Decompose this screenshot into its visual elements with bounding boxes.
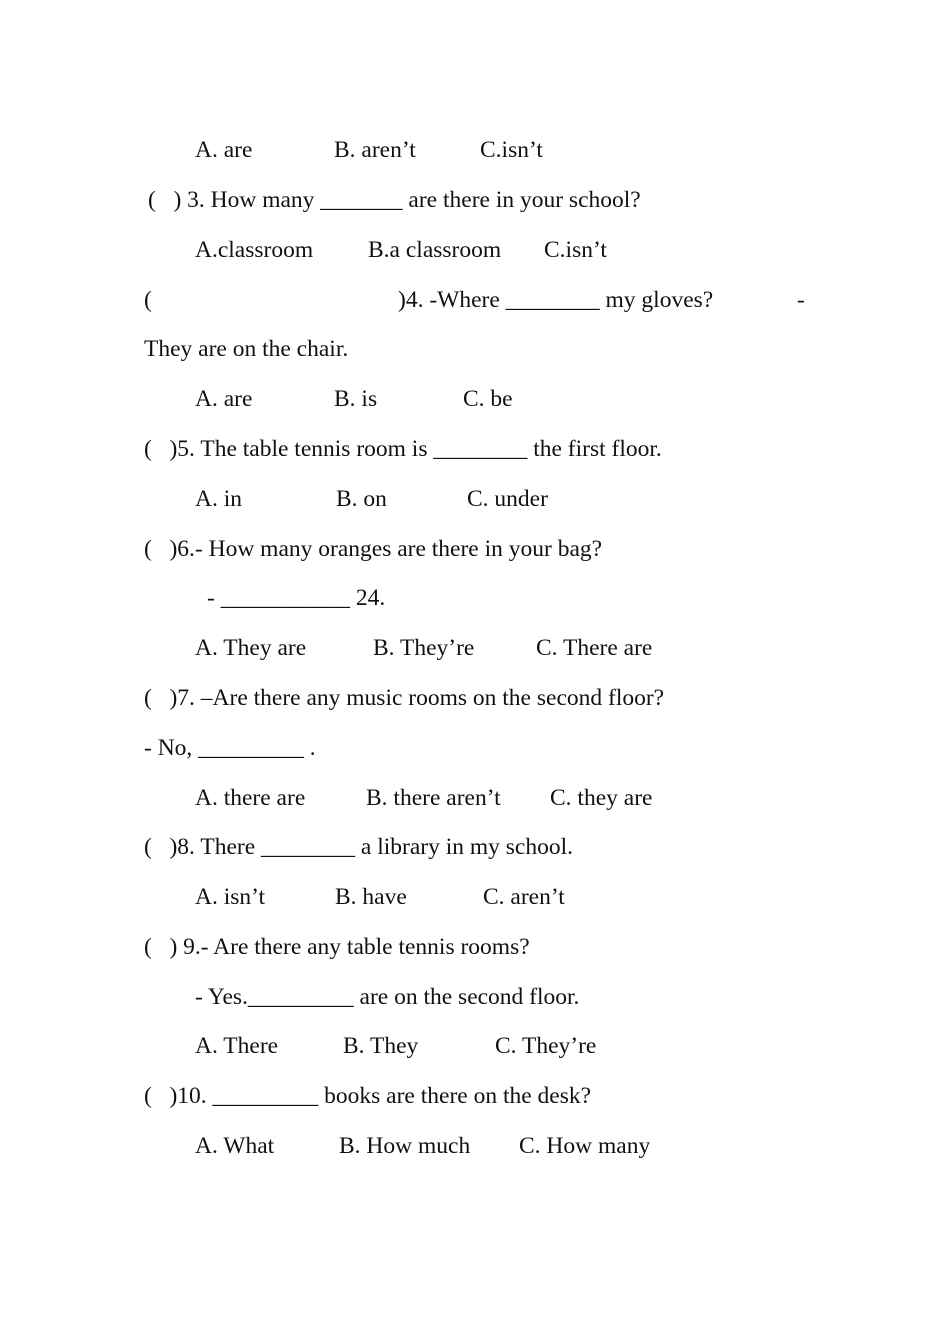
q5-option-a: A. in (195, 486, 242, 512)
q6-stem: ( )6.- How many oranges are there in your bag? (144, 536, 603, 562)
q9-stem: ( ) 9.- Are there any table tennis rooms? (144, 934, 530, 960)
q6-option-c: C. There are (536, 635, 653, 661)
q4-paren-open: ( (144, 287, 152, 313)
q10-option-c: C. How many (519, 1133, 651, 1159)
q2-option-a: A. are (195, 137, 253, 163)
q10-option-a: A. What (195, 1133, 275, 1159)
q4-answer-line: They are on the chair. (144, 336, 349, 362)
q9-option-c: C. They’re (495, 1033, 597, 1059)
q4-option-a: A. are (195, 386, 253, 412)
q6-option-a: A. They are (195, 635, 307, 661)
q4-stem: )4. -Where ________ my gloves? (398, 287, 714, 313)
q8-option-c: C. aren’t (483, 884, 565, 910)
q8-stem: ( )8. There ________ a library in my school. (144, 834, 574, 860)
q8-option-a: A. isn’t (195, 884, 266, 910)
q3-option-a: A.classroom (195, 237, 314, 263)
q3-stem: ( ) 3. How many _______ are there in your school? (148, 187, 641, 213)
q9-option-b: B. They (343, 1033, 419, 1059)
q7-option-c: C. they are (550, 785, 653, 811)
q7-answer-line: - No, _________ . (144, 735, 316, 761)
q7-stem: ( )7. –Are there any music rooms on the second floor? (144, 685, 665, 711)
q9-option-a: A. There (195, 1033, 279, 1059)
q4-option-c: C. be (463, 386, 513, 412)
q6-answer-line: - ___________ 24. (207, 585, 386, 611)
q3-option-b: B.a classroom (368, 237, 502, 263)
q5-option-c: C. under (467, 486, 548, 512)
q4-option-b: B. is (334, 386, 378, 412)
q2-option-b: B. aren’t (334, 137, 416, 163)
q10-option-b: B. How much (339, 1133, 471, 1159)
q6-option-b: B. They’re (373, 635, 475, 661)
q8-option-b: B. have (335, 884, 407, 910)
q3-option-c: C.isn’t (544, 237, 607, 263)
q7-option-b: B. there aren’t (366, 785, 501, 811)
q5-stem: ( )5. The table tennis room is ________ the first floor. (144, 436, 662, 462)
q5-option-b: B. on (336, 486, 387, 512)
q9-answer-line: - Yes._________ are on the second floor. (195, 984, 580, 1010)
q10-stem: ( )10. _________ books are there on the desk? (144, 1083, 592, 1109)
q7-option-a: A. there are (195, 785, 306, 811)
q4-dash: - (797, 287, 805, 313)
q2-option-c: C.isn’t (480, 137, 543, 163)
